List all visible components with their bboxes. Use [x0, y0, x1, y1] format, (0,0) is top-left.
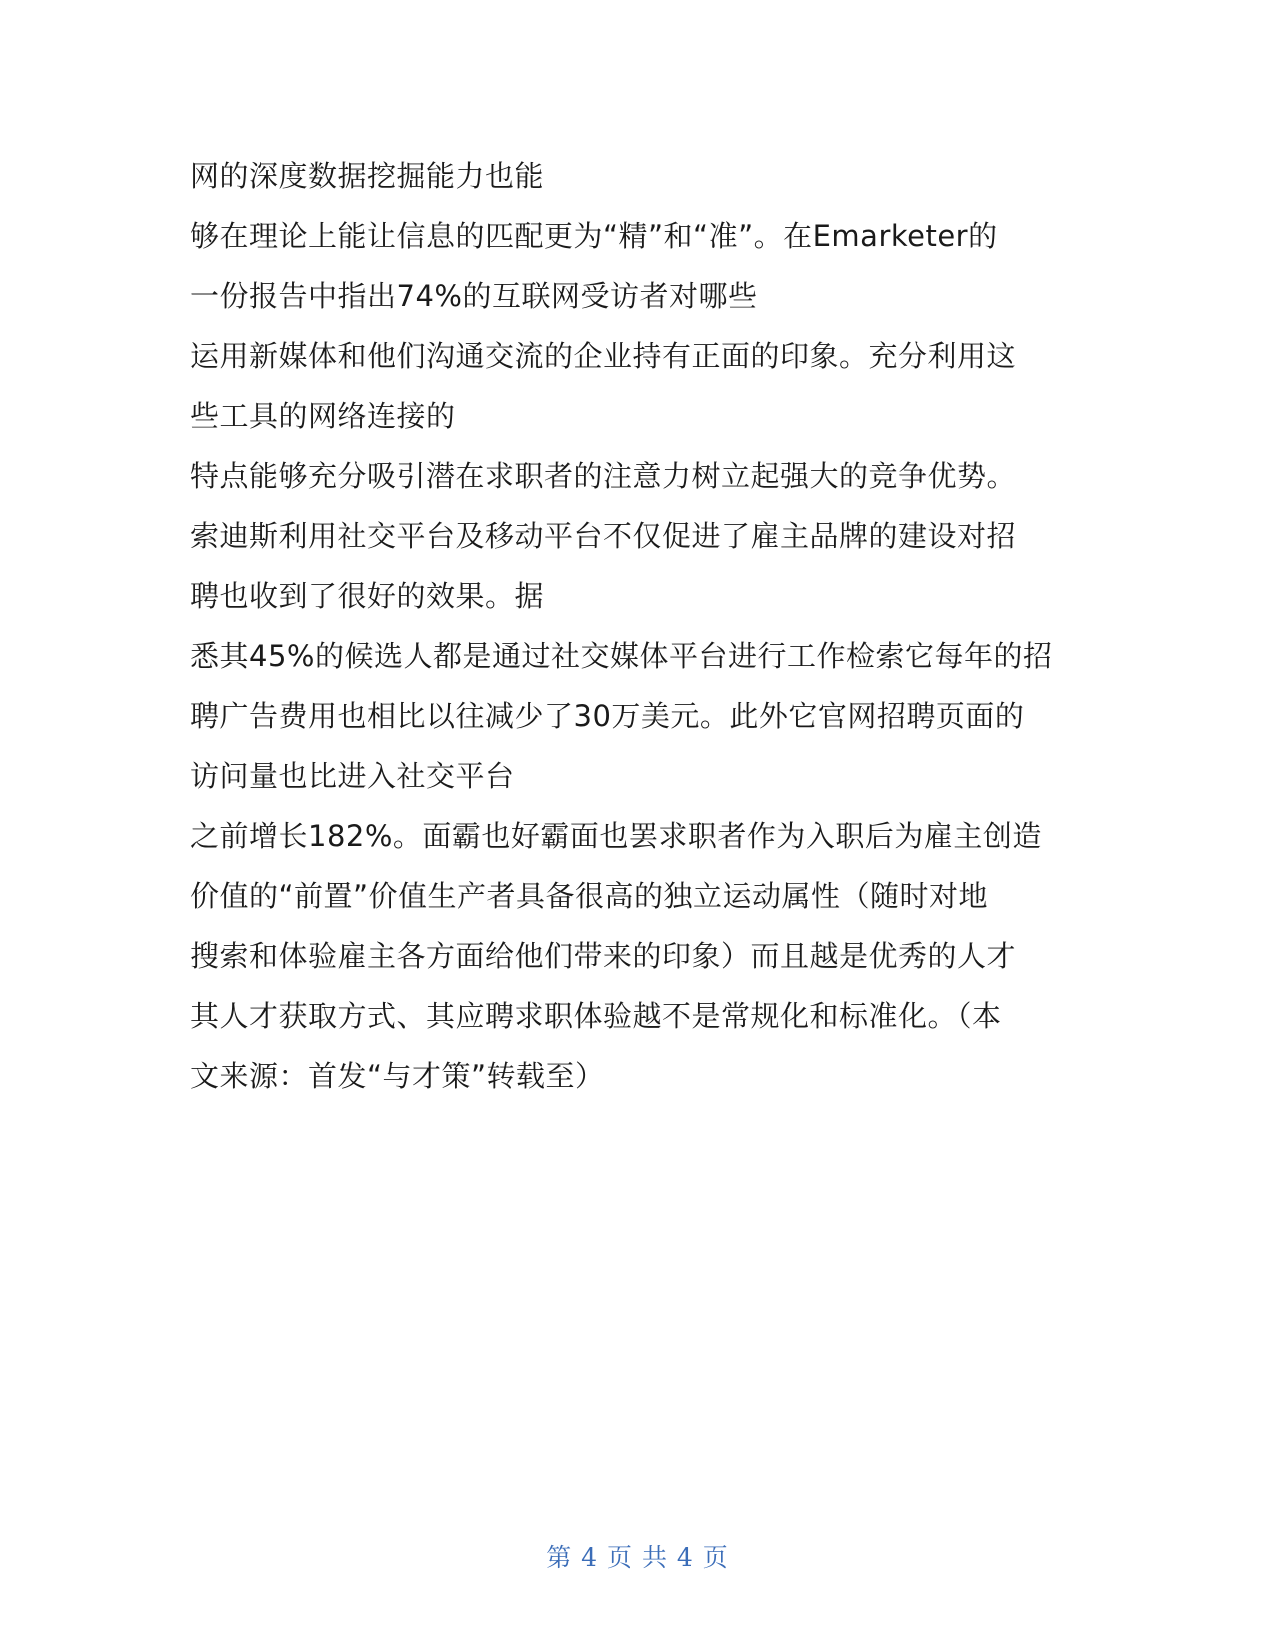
- text-line-6: 特点能够充分吸引潜在求职者的注意力树立起强大的竞争优势。: [190, 459, 1017, 493]
- text-line-11: 访问量也比进入社交平台: [190, 759, 515, 793]
- text-line-3: 一份报告中指出74%的互联网受访者对哪些: [190, 279, 758, 313]
- text-line-12: 之前增长182%。面霸也好霸面也罢求职者作为入职后为雇主创造: [190, 819, 1042, 853]
- text-line-10: 聘广告费用也相比以往减少了30万美元。此外它官网招聘页面的: [190, 699, 1025, 733]
- text-line-2: 够在理论上能让信息的匹配更为“精”和“准”。在Emarketer的: [190, 219, 998, 253]
- text-line-1: 网的深度数据挖掘能力也能: [190, 159, 545, 193]
- document-body: [190, 146, 1090, 1106]
- text-line-15: 其人才获取方式、其应聘求职体验越不是常规化和标准化。（本: [190, 999, 1002, 1033]
- text-line-7: 索迪斯利用社交平台及移动平台不仅促进了雇主品牌的建设对招: [190, 519, 1017, 553]
- page-number-footer: 第 4 页 共 4 页: [546, 1543, 729, 1572]
- text-line-5: 些工具的网络连接的: [190, 399, 456, 433]
- text-line-16: 文来源：首发“与才策”转载至）: [190, 1059, 605, 1093]
- text-line-13: 价值的“前置”价值生产者具备很高的独立运动属性（随时对地: [190, 879, 989, 913]
- text-line-14: 搜索和体验雇主各方面给他们带来的印象）而且越是优秀的人才: [190, 939, 1017, 973]
- text-line-9: 悉其45%的候选人都是通过社交媒体平台进行工作检索它每年的招: [190, 639, 1053, 673]
- text-line-4: 运用新媒体和他们沟通交流的企业持有正面的印象。充分利用这: [190, 339, 1017, 373]
- text-line-8: 聘也收到了很好的效果。据: [190, 579, 545, 613]
